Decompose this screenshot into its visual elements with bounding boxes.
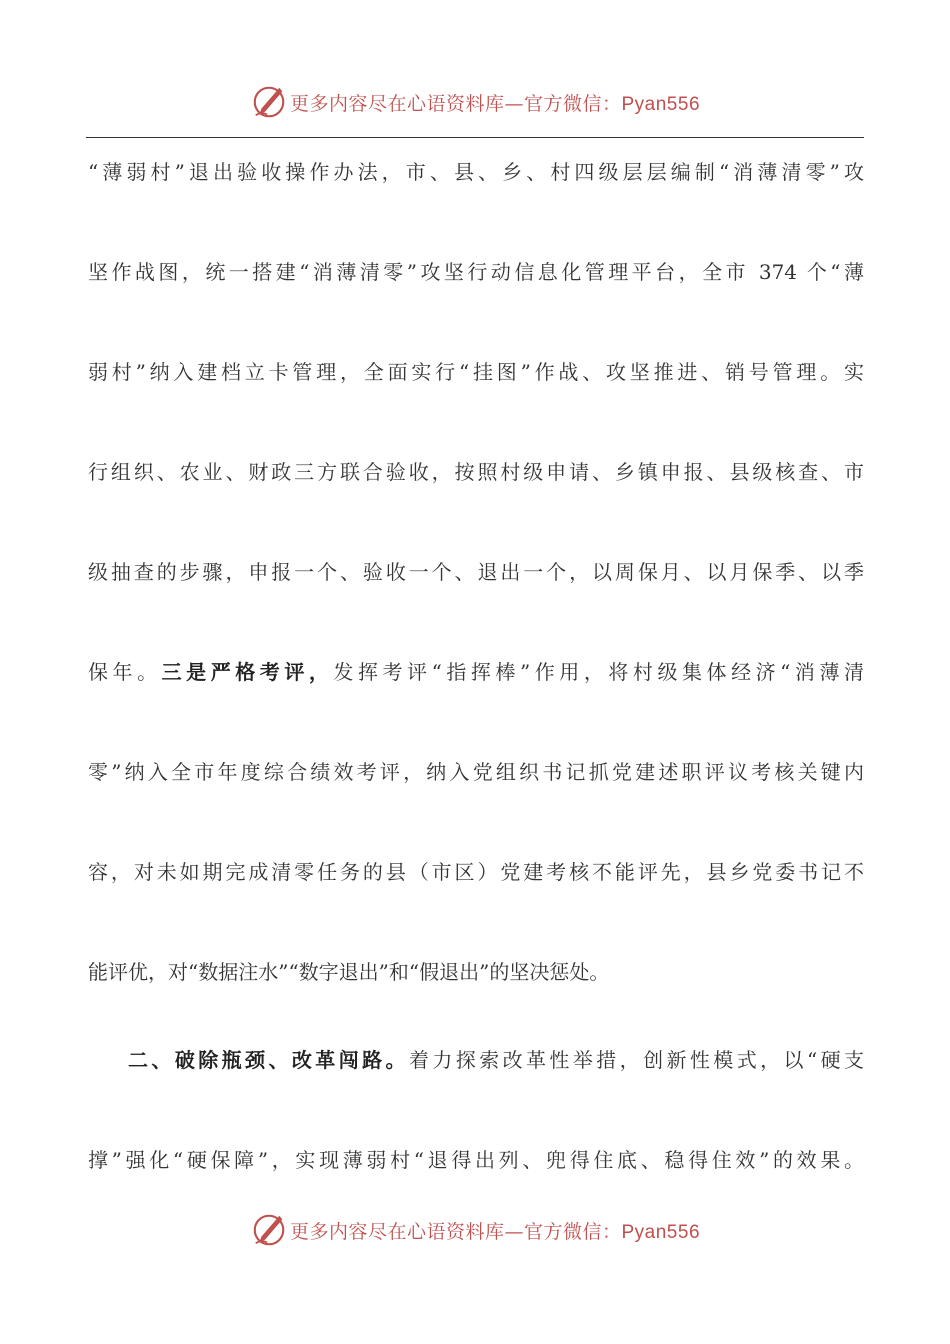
paragraph-line: 容，对未如期完成清零任务的县（市区）党建考核不能评先，县乡党委书记不	[88, 860, 864, 884]
banner-text: 更多内容尽在心语资料库—官方微信：Pyan556	[289, 1220, 701, 1243]
paragraph-line: 撑”强化“硬保障”，实现薄弱村“退得出列、兜得住底、稳得住效”的效果。	[88, 1148, 864, 1172]
line-text: 发挥考评“指挥棒”作用，将村级集体经济“消薄清	[333, 660, 864, 684]
wechat-id: Pyan556	[621, 1221, 701, 1243]
header-banner	[0, 82, 950, 122]
paragraph-line: 坚作战图，统一搭建“消薄清零”攻坚行动信息化管理平台，全市 374 个“薄	[88, 260, 864, 284]
section-heading: 二、破除瓶颈、改革闯路。	[128, 1048, 409, 1072]
banner-text: 更多内容尽在心语资料库—官方微信：Pyan556	[289, 92, 701, 115]
quill-pen-circle-icon	[250, 83, 288, 121]
footer-banner	[0, 1210, 950, 1250]
document-body	[88, 150, 864, 1238]
section-heading-line	[88, 1038, 864, 1138]
paragraph-line: 弱村”纳入建档立卡管理，全面实行“挂图”作战、攻坚推进、销号管理。实	[88, 360, 864, 384]
paragraph-line: “薄弱村”退出验收操作办法，市、县、乡、村四级层层编制“消薄清零”攻	[88, 160, 864, 184]
paragraph-line: 能评优，对“数据注水”“数字退出”和“假退出”的坚决惩处。	[88, 960, 610, 984]
header-rule	[86, 137, 864, 138]
paragraph-line: 行组织、农业、财政三方联合验收，按照村级申请、乡镇申报、县级核查、市	[88, 460, 864, 484]
line-text: 保年。	[88, 660, 162, 684]
paragraph-line: 零”纳入全市年度综合绩效考评，纳入党组织书记抓党建述职评议考核关键内	[88, 760, 864, 784]
bold-heading-inline: 三是严格考评，	[161, 660, 334, 684]
line-text: 着力探索改革性举措，创新性模式，以“硬支	[408, 1048, 864, 1072]
wechat-id: Pyan556	[621, 93, 701, 115]
paragraph-line	[88, 650, 864, 750]
quill-pen-circle-icon	[250, 1211, 288, 1249]
paragraph-line: 级抽查的步骤，申报一个、验收一个、退出一个，以周保月、以月保季、以季	[88, 560, 864, 584]
